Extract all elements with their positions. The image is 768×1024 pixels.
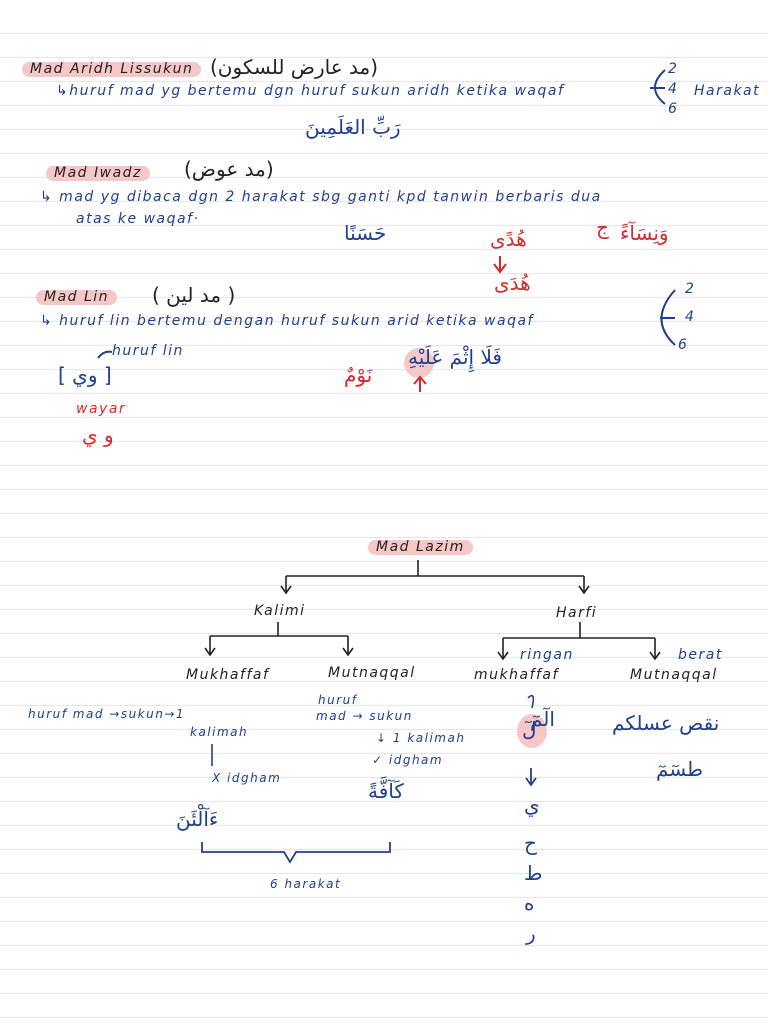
example-mukhaffaf-kalimi: ءَآلْئَنَ — [176, 807, 219, 831]
example-berat-2: طسٓمٓ — [656, 757, 704, 781]
mad-aridh-arabic-title: (مد عارض للسكون) — [210, 55, 379, 79]
mad-lin-description: ↳ huruf lin bertemu dengan huruf sukun arid ketika waqaf — [40, 313, 534, 329]
mad-iwadz-title: Mad Iwadz — [46, 166, 150, 181]
rule-mukhaffaf: huruf mad →sukun→1 — [28, 707, 186, 721]
harfi-letter-ta: ط — [524, 861, 543, 885]
wayar-label: wayar — [76, 401, 127, 417]
kalimi-mutsaqqal-label: Mutnaqqal — [328, 665, 416, 681]
berat-label: berat — [678, 647, 723, 663]
mad-iwadz-example-hasanan: حَسَنًا — [344, 221, 387, 245]
harfi-letter-ra: ر — [526, 921, 536, 945]
mad-aridh-harakat-6: 6 — [668, 101, 679, 117]
harfi-letter-ha2: ه — [524, 891, 535, 915]
mad-lin-example-naum: نَوْمٌ — [344, 363, 373, 387]
kalimi-mukhaffaf-label: Mukhaffaf — [186, 667, 270, 683]
mad-lin-title: Mad Lin — [36, 290, 117, 305]
mad-lin-harakat-4: 4 — [685, 309, 696, 325]
rule-mutsaqqal-3: ↓ 1 kalimah — [376, 731, 466, 745]
mad-iwadz-arabic-title: (مد عوض) — [184, 157, 274, 181]
mad-lin-example-falaa: فَلَا إِثْمَ عَلَيْهِ — [408, 345, 502, 369]
harfi-circled-letter: لٓ — [522, 717, 537, 741]
mad-lin-harakat-6: 6 — [678, 337, 689, 353]
huruf-lin-letters: [ وي ] — [58, 363, 112, 387]
mad-lazim-title: Mad Lazim — [368, 540, 473, 555]
mad-lin-harakat-2: 2 — [685, 281, 696, 297]
mad-iwadz-description-2: atas ke waqaf· — [76, 211, 200, 227]
mad-aridh-harakat-2: 2 — [668, 61, 679, 77]
example-mutsaqqal-kalimi: كَآفَّةً — [368, 779, 404, 803]
kalimi-label: Kalimi — [254, 603, 306, 619]
huruf-lin-label: huruf lin — [112, 343, 184, 359]
mad-iwadz-example-hudan: هُدًى — [490, 227, 527, 251]
harfi-label: Harfi — [556, 605, 598, 621]
mad-iwadz-example-huda: هُدَى — [494, 271, 531, 295]
mad-aridh-example: رَبِّ العَلَمِينَ — [305, 115, 401, 139]
mad-aridh-title: Mad Aridh Lissukun — [22, 62, 201, 77]
mad-aridh-harakat-label: Harakat — [694, 83, 761, 99]
mad-iwadz-description-1: ↳ mad yg dibaca dgn 2 harakat sbg ganti kpd tanwin berbaris dua — [40, 189, 602, 205]
harfi-mutsaqqal-label: Mutnaqqal — [630, 667, 718, 683]
harfi-letter-ya: ي — [524, 793, 540, 817]
rule-kalimah: kalimah — [190, 725, 249, 739]
example-berat-1: نقص عسلكم — [612, 711, 720, 735]
mad-lin-arabic-title: ( مد لين ) — [152, 283, 236, 307]
mad-aridh-description: ↳huruf mad yg bertemu dgn huruf sukun aridh ketika waqaf — [56, 83, 565, 99]
harfi-mukhaffaf-label: mukhaffaf — [474, 667, 559, 683]
six-harakat-label: 6 harakat — [270, 877, 342, 891]
rule-mutsaqqal-4: ✓ idgham — [372, 753, 444, 767]
harfi-letter-ha: ح — [524, 831, 537, 855]
mad-iwadz-example-jim: ج — [596, 215, 609, 239]
rule-mutsaqqal-2: mad → sukun — [316, 709, 413, 723]
example-harfi-ringan: الٓمٓ — [530, 707, 555, 731]
ringan-label: ringan — [520, 647, 574, 663]
mad-iwadz-example-nisaa: وَنِسَآءً — [620, 221, 669, 245]
wayar-letters: و ي — [82, 423, 114, 447]
rule-mutsaqqal-1: huruf — [318, 693, 358, 707]
mad-aridh-harakat-4: 4 — [668, 81, 679, 97]
rule-x-idgham: X idgham — [212, 771, 282, 785]
